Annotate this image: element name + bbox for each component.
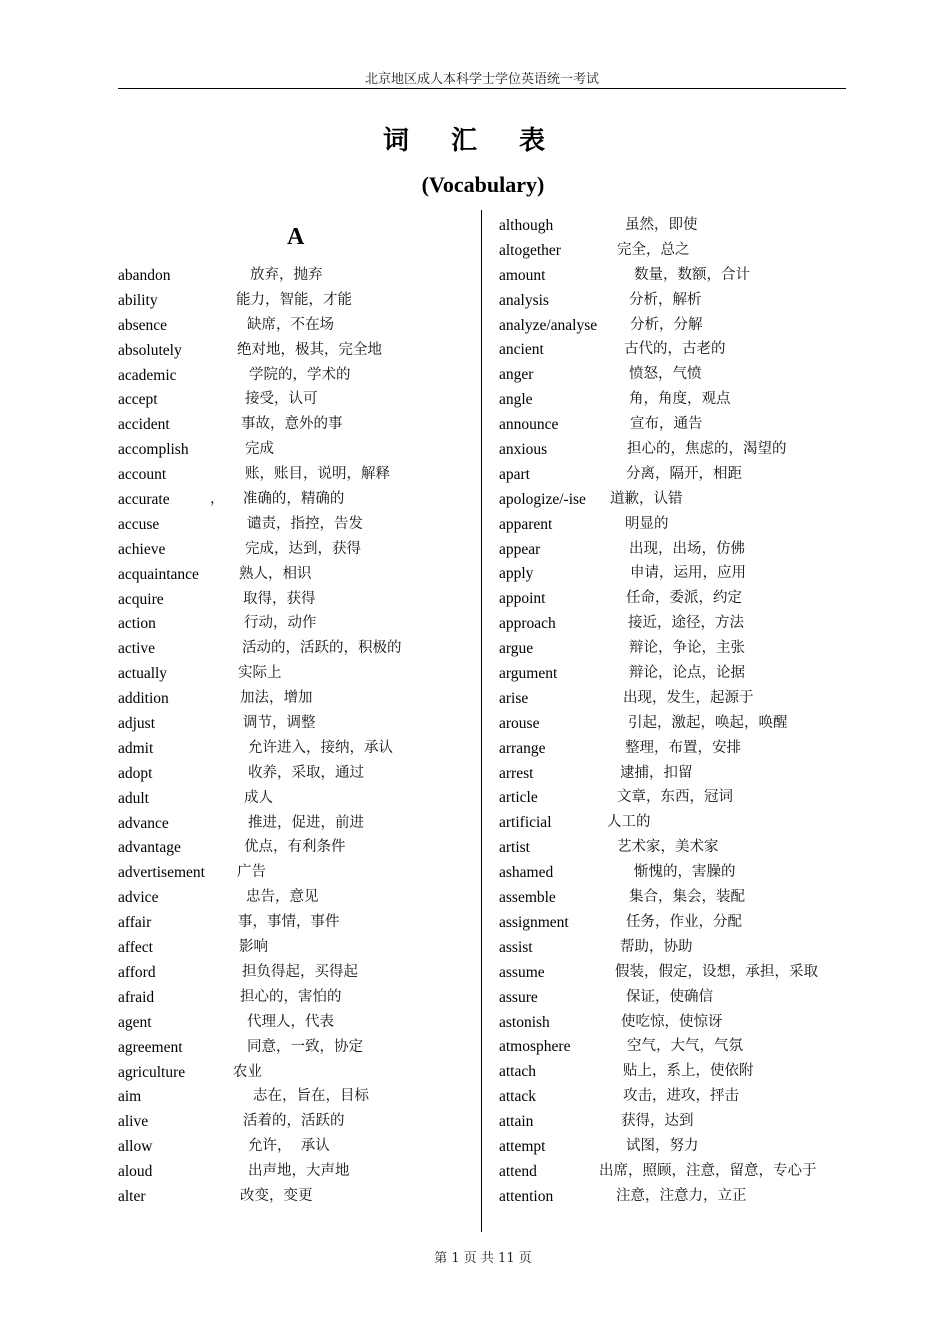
vocab-word: assume xyxy=(499,963,545,981)
vocab-word: acquaintance xyxy=(118,565,199,583)
vocab-entry xyxy=(118,812,473,837)
vocab-word: actually xyxy=(118,665,168,683)
vocab-entry xyxy=(499,488,849,513)
vocab-entry xyxy=(118,861,473,886)
vocab-entry xyxy=(118,762,473,787)
vocab-word: analyze/analyse xyxy=(499,316,598,334)
vocab-entry xyxy=(118,637,473,662)
vocab-word: ability xyxy=(118,291,158,309)
vocab-entry xyxy=(118,886,473,911)
vocab-entry xyxy=(118,1110,473,1135)
vocab-entry xyxy=(499,737,849,762)
vocab-entry xyxy=(499,886,849,911)
vocab-definition: 行动，动作 xyxy=(244,615,317,632)
vocab-entry xyxy=(118,588,473,613)
vocab-definition: 放弃，抛弃 xyxy=(250,267,323,283)
vocab-word: accurate xyxy=(118,491,170,509)
vocab-definition: 辩论，论点，论据 xyxy=(629,665,745,682)
vocab-definition: 逮捕，扣留 xyxy=(620,764,693,781)
vocab-definition: 缺席，不在场 xyxy=(247,316,334,333)
vocab-word: angle xyxy=(499,391,533,409)
vocab-word: abandon xyxy=(118,267,171,284)
vocab-definition: 担心的，害怕的 xyxy=(240,988,342,1005)
vocab-entry xyxy=(118,538,473,563)
vocab-definition: 文章，东西，冠词 xyxy=(617,789,733,806)
vocab-definition: 农业 xyxy=(233,1063,262,1080)
vocab-definition: 古代的，古老的 xyxy=(624,341,726,358)
vocab-entry xyxy=(499,314,849,339)
vocab-entry xyxy=(118,961,473,986)
vocab-definition: 出现，出场，仿佛 xyxy=(629,540,745,557)
vocab-word: afford xyxy=(118,963,156,981)
vocab-definition: 使吃惊，使惊讶 xyxy=(621,1013,723,1030)
vocab-word: apologize/-ise xyxy=(499,490,586,508)
vocab-entry xyxy=(118,737,473,762)
vocab-word: arrest xyxy=(499,764,534,782)
vocab-definition: 分离，隔开，相距 xyxy=(626,465,742,482)
vocab-entry xyxy=(499,712,849,737)
vocab-word: acquire xyxy=(118,590,164,608)
vocab-word: assemble xyxy=(499,889,556,907)
vocab-word: academic xyxy=(118,366,177,384)
vocab-entry xyxy=(499,811,849,836)
vocab-word: argument xyxy=(499,665,558,683)
vocab-word: allow xyxy=(118,1138,153,1156)
vocab-word: agriculture xyxy=(118,1063,186,1081)
vocab-word: absolutely xyxy=(118,341,182,359)
vocab-definition: 注意，注意力，立正 xyxy=(616,1187,747,1204)
vocab-definition: 广告 xyxy=(237,864,266,881)
vocab-definition: 引起，激起，唤起，唤醒 xyxy=(628,714,788,731)
vocab-definition: 账，账目，说明，解释 xyxy=(245,466,390,483)
vocab-definition: 试图，努力 xyxy=(626,1137,699,1154)
vocab-entry xyxy=(118,1085,473,1110)
vocab-definition: 允许， 承认 xyxy=(248,1138,330,1155)
vocab-word: anger xyxy=(499,366,534,384)
vocab-definition: 分析，解析 xyxy=(629,291,702,308)
vocab-definition: 接近，途径，方法 xyxy=(628,615,744,632)
vocab-definition: 假装，假定，设想，承担，采取 xyxy=(615,963,818,980)
vocab-word: announce xyxy=(499,416,559,434)
vocab-definition: 允许进入，接纳，承认 xyxy=(248,739,393,756)
vocab-word: analysis xyxy=(499,291,549,309)
vocab-word: attain xyxy=(499,1113,534,1131)
vocab-entry xyxy=(499,637,849,662)
vocab-entry xyxy=(118,836,473,861)
vocab-definition: 实际上 xyxy=(238,665,282,682)
vocab-definition: 整理，布置，安排 xyxy=(625,739,741,756)
vocab-definition: 调节，调整 xyxy=(243,715,316,732)
vocab-entry xyxy=(118,1036,473,1061)
vocab-word: addition xyxy=(118,690,169,708)
vocab-entry xyxy=(499,413,849,438)
vocab-definition: 虽然，即使 xyxy=(625,217,698,233)
page-subtitle: (Vocabulary) xyxy=(421,172,545,197)
vocab-definition: 同意，一致，协定 xyxy=(247,1038,363,1055)
vocab-word: advantage xyxy=(118,839,181,857)
vocab-definition: 任命，委派，约定 xyxy=(626,590,742,607)
vocab-definition: 愤怒，气愤 xyxy=(629,366,702,383)
vocab-word: argue xyxy=(499,640,534,658)
vocab-definition: 代理人，代表 xyxy=(247,1013,334,1030)
vocab-word: absence xyxy=(118,316,168,334)
left-column xyxy=(118,264,473,1210)
vocab-definition: 辩论，争论，主张 xyxy=(629,640,745,657)
vocab-word: assist xyxy=(499,938,533,956)
vocab-word: advice xyxy=(118,889,159,907)
vocab-definition: 加法，增加 xyxy=(240,690,313,707)
vocab-entry xyxy=(118,986,473,1011)
page-footer: 第 1 页 共 11 页 xyxy=(434,1251,532,1266)
vocab-entry xyxy=(499,264,849,289)
vocab-word: ashamed xyxy=(499,864,554,882)
vocab-definition: 获得，达到 xyxy=(621,1113,694,1130)
vocab-definition: 学院的，学术的 xyxy=(249,366,351,383)
vocab-definition: 活着的，活跃的 xyxy=(243,1113,345,1130)
vocab-definition: 数量，数额，合计 xyxy=(634,266,750,283)
vocab-word: active xyxy=(118,640,156,658)
vocab-entry xyxy=(118,1011,473,1036)
vocab-definition: 申请，运用，应用 xyxy=(630,565,746,582)
vocab-word: arise xyxy=(499,689,529,707)
vocab-entry xyxy=(499,562,849,587)
vocab-entry xyxy=(118,1061,473,1086)
vocab-word: agent xyxy=(118,1013,152,1031)
vocab-entry xyxy=(499,986,849,1011)
vocab-definition: 贴上，系上，使依附 xyxy=(623,1063,754,1080)
vocab-word: attempt xyxy=(499,1137,546,1155)
vocab-word: accuse xyxy=(118,515,160,533)
vocab-word: arrange xyxy=(499,739,546,757)
vocab-word: apparent xyxy=(499,515,553,533)
vocab-word: advance xyxy=(118,814,169,832)
vocab-entry xyxy=(499,1085,849,1110)
vocab-entry xyxy=(499,239,849,264)
vocab-definition: 绝对地，极其，完全地 xyxy=(237,341,382,358)
vocab-definition: 艺术家，美术家 xyxy=(617,839,719,856)
vocab-entry xyxy=(499,1060,849,1085)
vocab-word: anxious xyxy=(499,441,548,459)
vocab-definition: 分析，分解 xyxy=(630,316,703,333)
vocab-entry xyxy=(118,936,473,961)
vocab-entry xyxy=(118,463,473,488)
vocab-entry xyxy=(499,961,849,986)
vocab-word: aim xyxy=(118,1088,142,1106)
vocab-definition: 能力，智能，才能 xyxy=(236,291,352,308)
vocab-word: attention xyxy=(499,1187,554,1205)
vocab-entry xyxy=(499,762,849,787)
vocab-definition: 忠告，意见 xyxy=(246,889,319,906)
vocab-entry xyxy=(499,1135,849,1160)
vocab-entry xyxy=(118,339,473,364)
vocab-definition: 推进，促进，前进 xyxy=(248,814,364,831)
vocab-entry xyxy=(499,513,849,538)
vocab-definition: 优点，有利条件 xyxy=(244,839,346,856)
vocab-entry xyxy=(499,861,849,886)
vocab-entry xyxy=(118,612,473,637)
vocab-entry xyxy=(118,1160,473,1185)
vocab-entry xyxy=(499,587,849,612)
vocab-definition: 改变，变更 xyxy=(240,1187,313,1204)
section-letter: A xyxy=(287,224,305,250)
vocab-entry xyxy=(118,662,473,687)
vocab-definition: 担心的，焦虑的，渴望的 xyxy=(627,441,787,458)
vocab-definition: 道歉，认错 xyxy=(610,490,683,507)
vocab-entry xyxy=(499,338,849,363)
vocab-word: appear xyxy=(499,540,541,558)
vocab-word: adult xyxy=(118,789,149,807)
vocab-definition: 完全，总之 xyxy=(617,241,690,258)
vocab-definition: 惭愧的，害臊的 xyxy=(634,864,736,881)
vocab-word: ancient xyxy=(499,341,544,359)
vocab-word: altogether xyxy=(499,241,561,259)
vocab-definition: 事故，意外的事 xyxy=(241,416,343,433)
vocab-entry xyxy=(118,712,473,737)
vocab-word: account xyxy=(118,466,167,484)
vocab-entry xyxy=(118,1185,473,1210)
vocab-definition: 任务，作业，分配 xyxy=(626,913,742,930)
vocab-word: artificial xyxy=(499,814,552,832)
vocab-entry xyxy=(118,314,473,339)
vocab-entry xyxy=(118,264,473,289)
vocab-entry xyxy=(499,289,849,314)
vocab-entry xyxy=(118,438,473,463)
vocab-word: attack xyxy=(499,1088,537,1106)
vocab-definition: 攻击，进攻，抨击 xyxy=(623,1088,739,1105)
vocab-definition: 出现，发生，起源于 xyxy=(623,689,754,706)
vocab-word: advertisement xyxy=(118,864,205,882)
vocab-entry xyxy=(118,787,473,812)
vocab-word: astonish xyxy=(499,1013,550,1031)
vocab-entry xyxy=(118,364,473,389)
page-header: 北京地区成人本科学士学位英语统一考试 xyxy=(364,72,599,87)
vocab-word: action xyxy=(118,615,156,633)
vocab-definition: 事，事情，事件 xyxy=(238,914,340,931)
vocab-entry xyxy=(499,388,849,413)
vocab-entry xyxy=(499,1185,849,1210)
vocab-definition: 接受，认可 xyxy=(245,391,318,408)
vocab-definition: 宣布，通告 xyxy=(630,416,703,433)
header-rule xyxy=(118,88,846,89)
vocab-definition: 出席，照顾，注意，留意，专心于 xyxy=(599,1162,817,1179)
vocab-entry xyxy=(118,488,473,513)
vocab-word: accident xyxy=(118,416,170,434)
vocab-word: arouse xyxy=(499,714,540,732)
vocab-entry xyxy=(118,413,473,438)
vocab-entry xyxy=(499,438,849,463)
vocab-word: apart xyxy=(499,465,530,483)
vocab-definition: 人工的 xyxy=(607,814,651,831)
vocab-entry xyxy=(499,786,849,811)
vocab-word: attach xyxy=(499,1063,537,1081)
vocab-definition: 熟人，相识 xyxy=(239,565,312,582)
vocab-definition: ， 准确的，精确的 xyxy=(210,491,345,508)
vocab-entry xyxy=(499,687,849,712)
vocab-entry xyxy=(499,463,849,488)
vocab-definition: 明显的 xyxy=(625,515,669,532)
vocab-entry xyxy=(118,563,473,588)
vocab-word: affect xyxy=(118,939,153,957)
vocab-word: appoint xyxy=(499,590,546,608)
vocab-word: alive xyxy=(118,1113,149,1131)
vocab-entry xyxy=(118,911,473,936)
vocab-definition: 空气，大气，气氛 xyxy=(627,1038,743,1055)
column-divider xyxy=(481,210,482,1232)
vocab-definition: 帮助，协助 xyxy=(620,938,693,955)
vocab-entry xyxy=(118,388,473,413)
vocab-word: aloud xyxy=(118,1163,153,1181)
vocab-definition: 担负得起，买得起 xyxy=(242,963,358,980)
vocab-entry xyxy=(499,1160,849,1185)
vocab-word: affair xyxy=(118,914,152,932)
vocab-word: assure xyxy=(499,988,538,1006)
vocab-word: admit xyxy=(118,739,154,757)
vocab-word: atmosphere xyxy=(499,1038,571,1056)
vocab-entry xyxy=(499,662,849,687)
vocab-word: accomplish xyxy=(118,441,189,459)
vocab-definition: 角，角度，观点 xyxy=(629,391,731,408)
vocab-entry xyxy=(118,513,473,538)
vocab-entry xyxy=(499,214,849,239)
vocab-word: achieve xyxy=(118,540,166,558)
vocab-word: attend xyxy=(499,1162,537,1180)
vocab-definition: 成人 xyxy=(244,789,273,806)
vocab-entry xyxy=(118,687,473,712)
vocab-entry xyxy=(499,538,849,563)
vocab-word: apply xyxy=(499,565,534,583)
vocab-word: alter xyxy=(118,1187,146,1205)
vocab-word: adjust xyxy=(118,715,156,733)
vocab-definition: 活动的，活跃的，积极的 xyxy=(242,640,402,657)
vocab-definition: 取得，获得 xyxy=(243,590,316,607)
vocab-definition: 志在，旨在，目标 xyxy=(253,1088,369,1105)
vocab-word: assignment xyxy=(499,913,569,931)
vocab-word: agreement xyxy=(118,1038,183,1056)
vocab-word: accept xyxy=(118,391,158,409)
vocab-entry xyxy=(499,836,849,861)
vocab-definition: 完成，达到，获得 xyxy=(245,540,361,557)
vocab-word: article xyxy=(499,789,538,807)
vocab-word: adopt xyxy=(118,764,153,782)
vocab-entry xyxy=(499,1110,849,1135)
vocab-entry xyxy=(499,911,849,936)
vocab-word: approach xyxy=(499,615,556,633)
vocab-entry xyxy=(499,936,849,961)
vocab-entry xyxy=(499,1011,849,1036)
vocab-entry xyxy=(499,1035,849,1060)
vocab-word: afraid xyxy=(118,988,155,1006)
vocab-definition: 收养，采取，通过 xyxy=(248,764,364,781)
vocab-entry xyxy=(499,612,849,637)
vocab-definition: 集合，集会，装配 xyxy=(629,889,745,906)
page-title: 词汇表 xyxy=(382,126,587,156)
vocab-word: artist xyxy=(499,839,530,857)
vocab-definition: 影响 xyxy=(239,939,268,956)
vocab-word: amount xyxy=(499,266,546,284)
right-column xyxy=(499,214,849,1210)
vocab-entry xyxy=(118,1135,473,1160)
vocab-definition: 出声地，大声地 xyxy=(248,1163,350,1180)
vocab-definition: 保证，使确信 xyxy=(626,988,713,1005)
vocab-entry xyxy=(118,289,473,314)
vocab-entry xyxy=(499,363,849,388)
vocab-definition: 完成 xyxy=(245,441,274,458)
vocab-definition: 谴责，指控，告发 xyxy=(247,515,363,532)
vocab-word: although xyxy=(499,217,554,234)
